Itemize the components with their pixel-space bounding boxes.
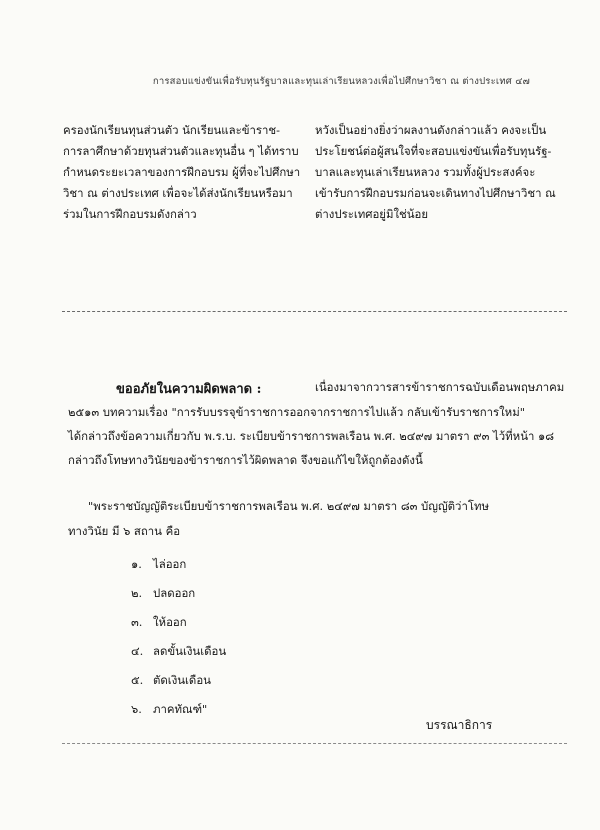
list-item bbox=[131, 614, 226, 643]
correction-notice bbox=[68, 378, 568, 476]
penalty-number: ๖. bbox=[131, 702, 142, 716]
law-quote-line-1: "พระราชบัญญัติระเบียบข้าราชการพลเรือน พ.ศ. ๒๔๙๗ มาตรา ๘๓ บัญญัติว่าโทษ bbox=[88, 499, 489, 513]
penalty-text: ไล่ออก bbox=[153, 557, 187, 571]
right-column-line: หวังเป็นอย่างยิ่งว่าผลงานดังกล่าวแล้ว คงจะเป็น bbox=[315, 123, 547, 137]
right-column-line: เข้ารับการฝึกอบรมก่อนจะเดินทางไปศึกษาวิชา ณ bbox=[315, 186, 556, 200]
editor-signature: บรรณาธิการ bbox=[426, 718, 493, 732]
right-column bbox=[315, 120, 560, 225]
list-item bbox=[131, 585, 226, 614]
list-item bbox=[131, 701, 226, 730]
law-quote bbox=[68, 494, 489, 544]
penalty-text: ปลดออก bbox=[153, 586, 196, 600]
left-column-line: การลาศึกษาด้วยทุนส่วนตัวและทุนอื่น ๆ ได้ทราบ bbox=[63, 144, 299, 158]
list-item bbox=[131, 556, 226, 585]
penalty-number: ๔. bbox=[131, 644, 144, 658]
section-divider bbox=[62, 311, 567, 312]
right-column-line: ประโยชน์ต่อผู้สนใจที่จะสอบแข่งขันเพื่อรับทุนรัฐ- bbox=[315, 144, 552, 158]
correction-line-2: ๒๕๑๓ บทความเรื่อง "การรับบรรจุข้าราชการออกจากราชการไปแล้ว กลับเข้ารับราชการใหม่" bbox=[68, 405, 525, 419]
right-column-line: ต่างประเทศอยู่มิใช่น้อย bbox=[315, 207, 429, 221]
left-column-line: ครองนักเรียนทุนส่วนตัว นักเรียนและข้าราช- bbox=[63, 123, 281, 137]
penalty-text: ตัดเงินเดือน bbox=[153, 673, 211, 687]
right-column-line: บาลและทุนเล่าเรียนหลวง รวมทั้งผู้ประสงค์จะ bbox=[315, 165, 536, 179]
correction-text: เนื่องมาจากวารสารข้าราชการฉบับเดือนพฤษภาคม bbox=[315, 380, 565, 394]
penalty-number: ๒. bbox=[131, 586, 143, 600]
left-column bbox=[63, 120, 299, 225]
penalty-text: ลดขั้นเงินเดือน bbox=[153, 644, 227, 658]
running-header: การสอบแข่งขันเพื่อรับทุนรัฐบาลและทุนเล่าเรียนหลวงเพื่อไปศึกษาวิชา ณ ต่างประเทศ ๔๗ bbox=[152, 76, 530, 87]
penalty-number: ๓. bbox=[131, 615, 143, 629]
correction-line-3: ได้กล่าวถึงข้อความเกี่ยวกับ พ.ร.บ. ระเบียบข้าราชการพลเรือน พ.ศ. ๒๔๙๗ มาตรา ๙๓ ไว้ที่หน้า ๑๘ bbox=[68, 429, 555, 443]
law-quote-line-2: ทางวินัย มี ๖ สถาน คือ bbox=[68, 524, 181, 538]
list-item bbox=[131, 643, 226, 672]
penalty-list bbox=[131, 556, 226, 730]
penalty-number: ๑. bbox=[131, 557, 142, 571]
penalty-number: ๕. bbox=[131, 673, 144, 687]
list-item bbox=[131, 672, 226, 701]
left-column-line: วิชา ณ ต่างประเทศ เพื่อจะได้ส่งนักเรียนหรือมา bbox=[63, 186, 293, 200]
correction-heading: ขออภัยในความผิดพลาด : bbox=[116, 382, 262, 397]
penalty-text: ให้ออก bbox=[153, 615, 187, 629]
penalty-text: ภาคทัณฑ์" bbox=[153, 702, 208, 716]
left-column-line: กำหนดระยะเวลาของการฝึกอบรม ผู้ที่จะไปศึกษา bbox=[63, 165, 301, 179]
left-column-line: ร่วมในการฝึกอบรมดังกล่าว bbox=[63, 207, 197, 221]
correction-line-4: กล่าวถึงโทษทางวินัยของข้าราชการไว้ผิดพลาด จึงขอแก้ไขให้ถูกต้องดังนี้ bbox=[68, 453, 423, 467]
correction-line-1 bbox=[68, 378, 568, 404]
footer-divider bbox=[62, 743, 567, 744]
